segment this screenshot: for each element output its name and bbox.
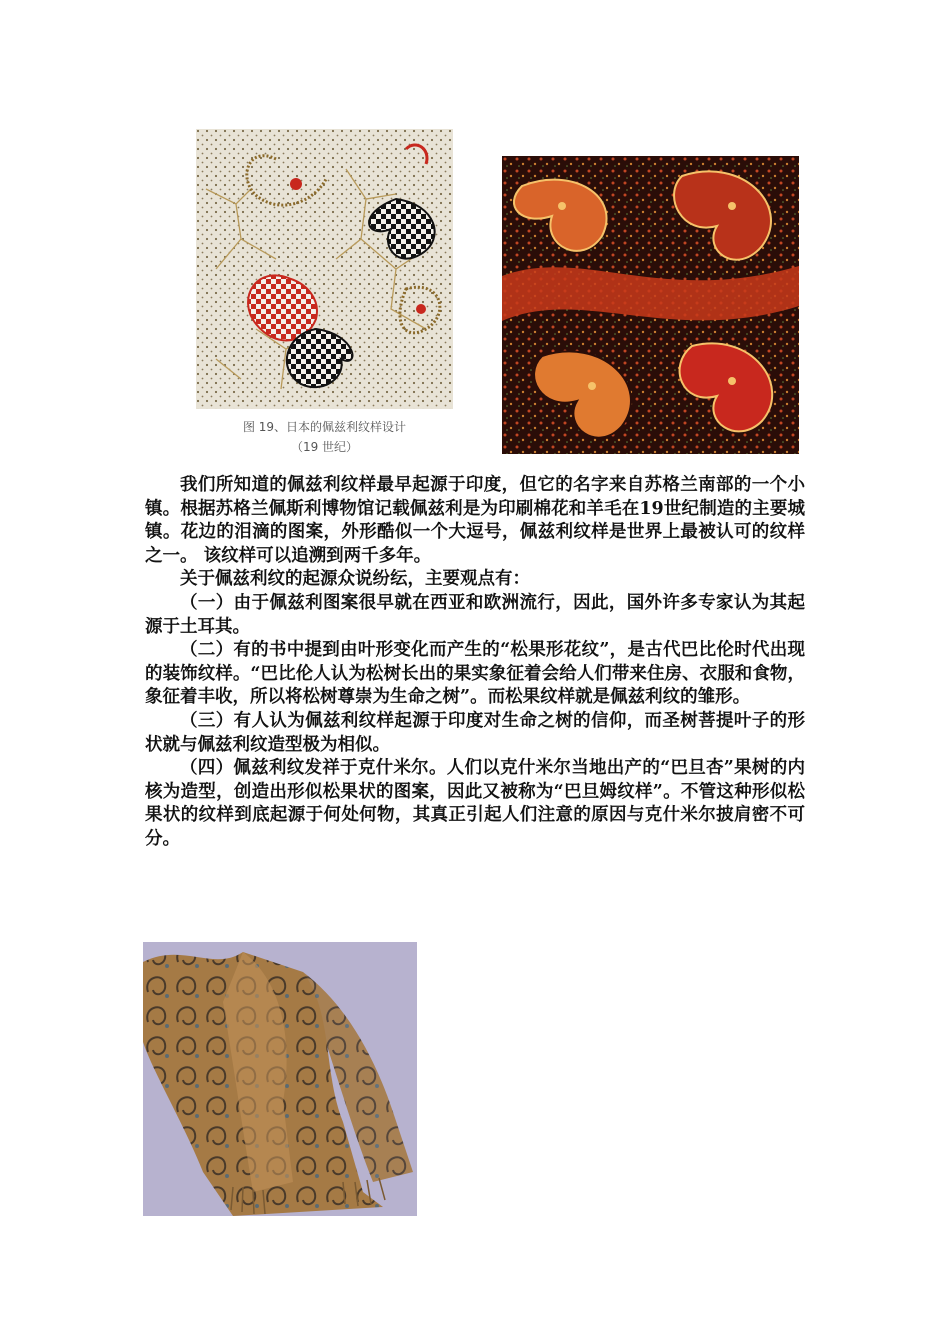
figure-caption-line2: （19 世纪） bbox=[290, 440, 359, 454]
red-paisley-fabric-image bbox=[502, 156, 799, 454]
paragraph-theory-4: （四）佩兹利纹发祥于克什米尔。人们以克什米尔当地出产的“巴旦杏”果树的内核为造型，创造出形似松果状的图案，因此又被称为“巴旦姆纹样”。不管这种形似松果状的纹样到底起源于何处何物，其真正引起人们注意的原因与克什米尔披肩密不可分。 bbox=[145, 758, 805, 849]
paragraph-theory-1: （一）由于佩兹利图案很早就在西亚和欧洲流行，因此，国外许多专家认为其起源于土耳其。 bbox=[145, 592, 805, 637]
paisley-scarf-image bbox=[143, 942, 417, 1216]
paragraph-theories-intro: 关于佩兹利纹的起源众说纷纭，主要观点有： bbox=[180, 569, 530, 590]
japanese-paisley-image bbox=[196, 129, 453, 409]
paragraph-theory-3: （三）有人认为佩兹利纹样起源于印度对生命之树的信仰，而圣树菩提叶子的形状就与佩兹利纹造型极为相似。 bbox=[145, 710, 805, 755]
paragraph-origin: 我们所知道的佩兹利纹样最早起源于印度，但它的名字来自苏格兰南部的一个小镇。根据苏格兰佩斯利博物馆记载佩兹利是为印刷棉花和羊毛在19世纪制造的主要城镇。花边的泪滴的图案，外形酷似一个大逗号，佩兹利纹样是世界上最被认可的纹样之一。 该纹样可以追溯到两千多年。 bbox=[145, 475, 805, 566]
body-text bbox=[145, 474, 805, 852]
figure-caption-line1: 图 19、日本的佩兹利纹样设计 bbox=[242, 420, 407, 434]
paragraph-theory-2: （二）有的书中提到由叶形变化而产生的“松果形花纹”，是古代巴比伦时代出现的装饰纹样。“巴比伦人认为松树长出的果实象征着会给人们带来住房、衣服和食物，象征着丰收，所以将松树尊崇为生命之树”。而松果纹样就是佩兹利纹的雏形。 bbox=[145, 640, 805, 708]
